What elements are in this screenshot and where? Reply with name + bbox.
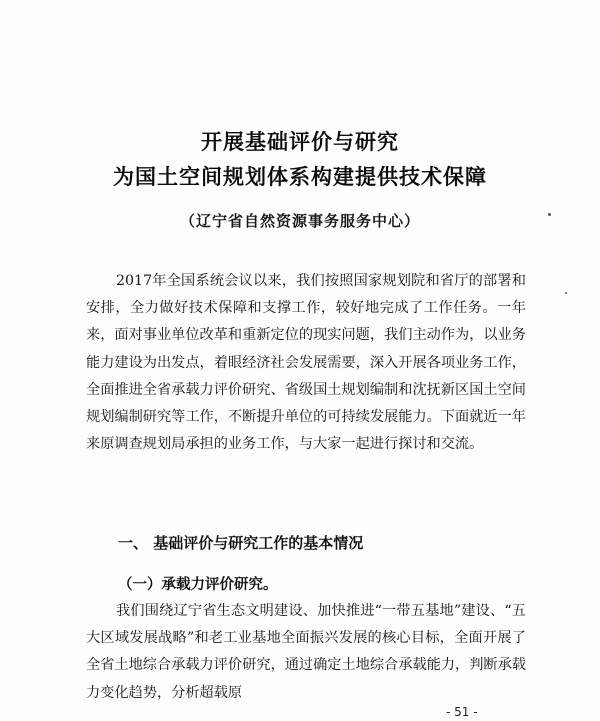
- intro-paragraph: 2017年全国系统会议以来，我们按照国家规划院和省厅的部署和安排，全力做好技术保障和支撑工作，较好地完成了工作任务。一年来，面对事业单位改革和重新定位的现实问题，我们主动作为，以业务能力建设为出发点，着眼经济社会发展需要，深入开展各项业务工作，全面推进全省承载力评价研究、省级国土规划编制和沈抚新区国土空间规划编制研究等工作，不断提升单位的可持续发展能力。下面就近一年来原调查规划局承担的业务工作，与大家一起进行探讨和交流。: [86, 273, 526, 453]
- subsection-heading: （一）承载力评价研究。: [118, 576, 278, 593]
- document-title-line-1: 开展基础评价与研究: [201, 129, 399, 154]
- body-paragraph: 我们围绕辽宁省生态文明建设、加快推进“一带五基地”建设、“五大区域发展战略”和老工业基地全面振兴发展的核心目标，全面开展了全省土地综合承载力评价研究，通过确定土地综合承载能力，判断承载力变化趋势，分析超载原: [86, 603, 526, 701]
- scan-speck: [548, 213, 551, 216]
- section-heading: 一、 基础评价与研究工作的基本情况: [118, 534, 364, 552]
- author-organization: （辽宁省自然资源事务服务中心）: [179, 212, 420, 230]
- page-number: - 51 -: [446, 705, 478, 719]
- document-title-line-2: 为国土空间规划体系构建提供技术保障: [113, 164, 487, 189]
- scan-speck: [565, 292, 567, 294]
